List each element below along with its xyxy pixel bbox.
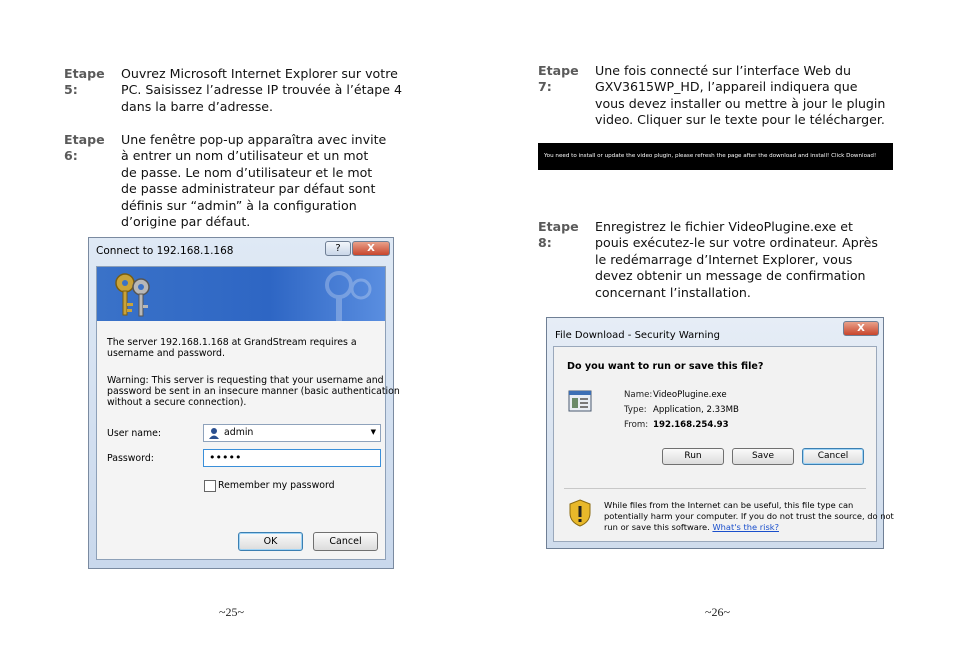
remember-label: Remember my password	[218, 480, 335, 491]
step-7-line: video. Cliquer sur le texte pour le télécharger.	[595, 112, 885, 128]
from-value: 192.168.254.93	[653, 420, 729, 430]
step-6-line: de passe. Le nom d’utilisateur et le mot	[121, 164, 373, 180]
connect-dialog	[88, 237, 400, 569]
help-button[interactable]: ?	[325, 241, 351, 256]
type-label: Type:	[624, 405, 647, 415]
ok-button[interactable]: OK	[238, 532, 303, 551]
security-warning-line: Warning: This server is requesting that your username and	[107, 375, 384, 386]
server-message-line: username and password.	[107, 348, 225, 359]
username-field[interactable]	[203, 424, 381, 442]
name-value: VideoPlugine.exe	[653, 390, 727, 400]
server-message-line: The server 192.168.1.168 at GrandStream requires a	[107, 337, 357, 348]
server-message	[107, 337, 357, 359]
separator	[564, 488, 866, 489]
plugin-download-banner[interactable]: You need to install or update the video plugin, please refresh the page after the download and install! Click Download!	[538, 143, 893, 170]
step-5-line: PC. Saisissez l’adresse IP trouvée à l’étape 4	[121, 82, 403, 98]
step-6-line: Une fenêtre pop-up apparaîtra avec invite	[121, 132, 387, 147]
type-value: Application, 2.33MB	[653, 405, 739, 415]
step-6-line: à entrer un nom d’utilisateur et un mot	[121, 148, 369, 164]
step-7-label: Etape 7:	[538, 63, 579, 95]
executable-file-icon	[568, 390, 592, 412]
keys-banner	[97, 267, 385, 321]
step-5-label: Etape 5:	[64, 66, 105, 98]
user-icon	[208, 427, 220, 439]
step-8-line: Enregistrez le fichier VideoPlugine.exe et	[595, 219, 853, 234]
page-number-left: ~25~	[219, 605, 244, 619]
step-6-line: de passe administrateur par défaut sont	[121, 181, 376, 197]
risk-link[interactable]: What's the risk?	[712, 522, 779, 532]
cancel-button[interactable]: Cancel	[313, 532, 378, 551]
download-question: Do you want to run or save this file?	[567, 361, 764, 372]
password-field[interactable]	[203, 449, 381, 467]
page-number-right: ~26~	[705, 605, 730, 619]
download-warning-line: potentially harm your computer. If you do not trust the source, do not	[604, 511, 894, 521]
step-5-line: dans la barre d’adresse.	[121, 98, 274, 114]
step-7-line: Une fois connecté sur l’interface Web du	[595, 63, 851, 78]
step-8-line: le redémarrage d’Internet Explorer, vous	[595, 251, 853, 267]
step-7-line: GXV3615WP_HD, l’appareil indiquera que	[595, 79, 858, 95]
keys-icon	[105, 267, 165, 321]
step-8-line: devez obtenir un message de confirmation	[595, 268, 866, 284]
remember-checkbox[interactable]	[204, 480, 216, 492]
download-warning-line: While files from the Internet can be useful, this file type can	[604, 500, 854, 510]
step-7-line: vous devez installer ou mettre à jour le plugin	[595, 95, 886, 111]
password-label: Password:	[107, 453, 154, 464]
username-label: User name:	[107, 428, 162, 439]
shield-warning-icon	[568, 499, 592, 527]
step-8-label: Etape 8:	[538, 219, 579, 251]
download-warning	[604, 500, 894, 533]
close-button[interactable]: X	[843, 321, 879, 336]
connect-dialog-title: Connect to 192.168.1.168	[96, 245, 234, 257]
run-button[interactable]: Run	[662, 448, 724, 465]
username-value: admin	[224, 427, 254, 438]
file-download-body	[553, 346, 894, 542]
security-warning-line: without a secure connection).	[107, 397, 247, 408]
step-8-line: concernant l’installation.	[595, 284, 751, 300]
save-button[interactable]: Save	[732, 448, 794, 465]
chevron-down-icon[interactable]: ▼	[370, 428, 376, 436]
name-label: Name:	[624, 390, 653, 400]
download-warning-line: run or save this software.	[604, 522, 710, 532]
security-warning	[107, 375, 400, 408]
step-6-label: Etape 6:	[64, 132, 105, 164]
cancel-button[interactable]: Cancel	[802, 448, 864, 465]
file-download-dialog	[546, 317, 894, 549]
keys-watermark-icon	[309, 267, 379, 321]
step-6-line: définis sur “admin” à la configuration	[121, 197, 357, 213]
step-6-line: d’origine par défaut.	[121, 214, 251, 230]
step-8-line: pouis exécutez-le sur votre ordinateur. Après	[595, 235, 878, 251]
connect-dialog-body	[96, 266, 400, 560]
close-button[interactable]: X	[352, 241, 390, 256]
password-value: •••••	[209, 451, 242, 464]
from-label: From:	[624, 420, 649, 430]
security-warning-line: password be sent in an insecure manner (basic authentication	[107, 386, 400, 397]
step-5-line: Ouvrez Microsoft Internet Explorer sur votre	[121, 66, 398, 81]
file-download-title: File Download - Security Warning	[555, 330, 720, 341]
